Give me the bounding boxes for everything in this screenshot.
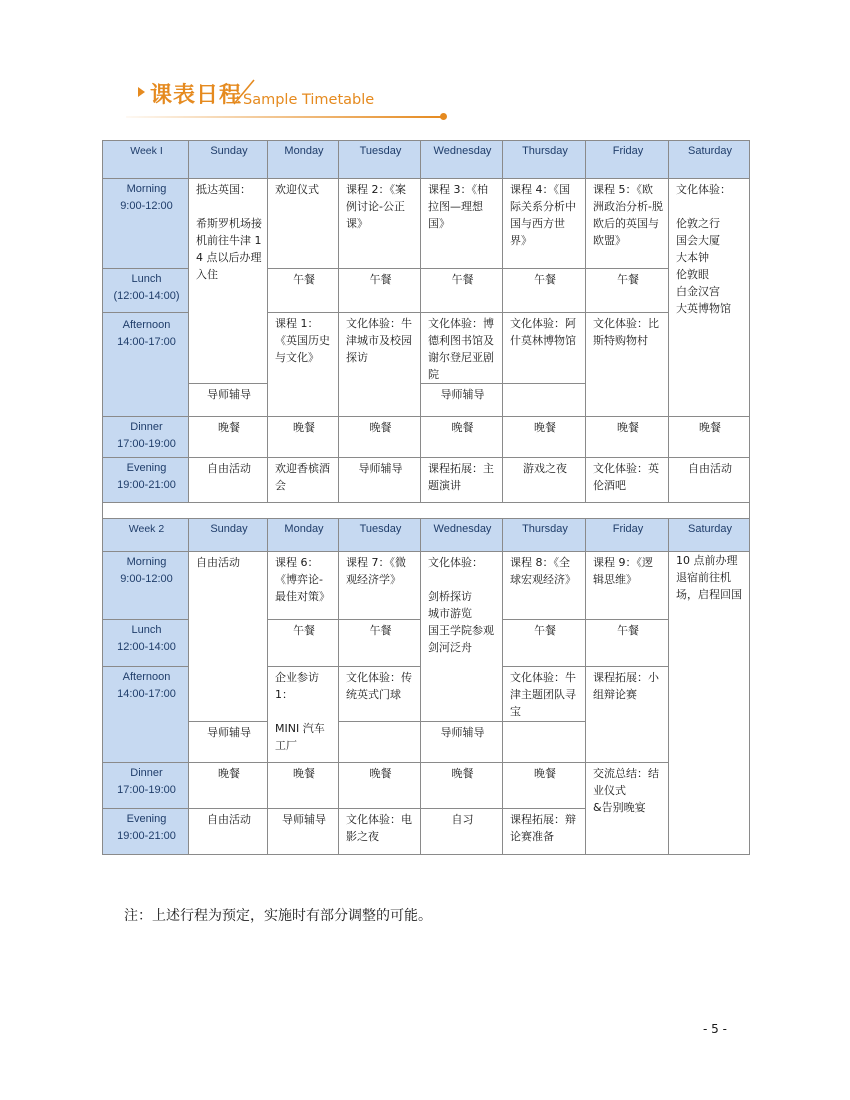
week1-friday-lunch: 午餐 bbox=[586, 269, 669, 313]
week1-tuesday-afternoon: 文化体验：牛津城市及校园探访 bbox=[339, 313, 421, 417]
week1-friday-dinner: 晚餐 bbox=[586, 417, 669, 458]
week2-monday-evening: 导师辅导 bbox=[268, 809, 339, 855]
week1-thursday-evening: 游戏之夜 bbox=[503, 458, 586, 503]
week1-saturday-london: 文化体验： 伦敦之行 国会大厦 大本钟 伦敦眼 白金汉宫 大英博物馆 bbox=[669, 179, 750, 417]
week2-friday-closing: 交流总结：结业仪式 &告别晚宴 bbox=[586, 763, 669, 855]
week1-wednesday-tutoring: 导师辅导 bbox=[189, 384, 268, 417]
week1-day-thursday: Thursday bbox=[503, 141, 586, 179]
week1-friday-afternoon: 文化体验：比斯特购物村 bbox=[586, 313, 669, 417]
section-title-cn: 课表日程 bbox=[150, 83, 243, 108]
week1-timetable bbox=[102, 140, 750, 855]
week1-sunday-dinner: 晚餐 bbox=[189, 417, 268, 458]
week2-day-wednesday: Wednesday bbox=[421, 519, 503, 552]
week2-wednesday-evening: 自习 bbox=[421, 809, 503, 855]
week1-day-wednesday: Wednesday bbox=[421, 141, 503, 179]
week1-thursday-afternoon: 文化体验：阿什莫林博物馆 bbox=[503, 313, 586, 384]
week2-tuesday-morning: 课程 7：《微观经济学》 bbox=[339, 552, 421, 620]
week2-tuesday-lunch: 午餐 bbox=[339, 620, 421, 667]
week1-tuesday-dinner: 晚餐 bbox=[339, 417, 421, 458]
week2-tuesday-tutoring: 导师辅导 bbox=[189, 722, 268, 763]
week1-thursday-morning: 课程 4：《国际关系分析中国与西方世界》 bbox=[503, 179, 586, 269]
week1-slot-morning: Morning 9:00-12:00 bbox=[103, 179, 189, 269]
week1-day-monday: Monday bbox=[268, 141, 339, 179]
header-rule bbox=[126, 116, 444, 118]
week1-wednesday-evening: 课程拓展：主题演讲 bbox=[421, 458, 503, 503]
week2-slot-lunch: Lunch 12:00-14:00 bbox=[103, 620, 189, 667]
week-separator bbox=[103, 503, 750, 519]
week2-thursday-afternoon: 文化体验：牛津主题团队寻宝 bbox=[503, 667, 586, 722]
week1-wednesday-dinner: 晚餐 bbox=[421, 417, 503, 458]
week1-day-friday: Friday bbox=[586, 141, 669, 179]
week1-label: Week I bbox=[103, 141, 189, 179]
week1-saturday-evening: 自由活动 bbox=[669, 458, 750, 503]
week2-thursday-morning: 课程 8：《全球宏观经济》 bbox=[503, 552, 586, 620]
week1-sunday-evening: 自由活动 bbox=[189, 458, 268, 503]
week1-friday-morning: 课程 5：《欧洲政治分析-脱欧后的英国与欧盟》 bbox=[586, 179, 669, 269]
week1-tuesday-evening: 导师辅导 bbox=[339, 458, 421, 503]
week2-day-sunday: Sunday bbox=[189, 519, 268, 552]
week1-day-saturday: Saturday bbox=[669, 141, 750, 179]
week1-thursday-tutoring: 导师辅导 bbox=[421, 384, 503, 417]
week2-slot-morning: Morning 9:00-12:00 bbox=[103, 552, 189, 620]
week2-tuesday-evening: 文化体验：电影之夜 bbox=[339, 809, 421, 855]
triangle-bullet-icon bbox=[138, 87, 145, 97]
week1-thursday-lunch: 午餐 bbox=[503, 269, 586, 313]
week2-sunday-dinner: 晚餐 bbox=[189, 763, 268, 809]
week2-friday-afternoon: 课程拓展：小组辩论赛 bbox=[586, 667, 669, 763]
week2-tuesday-dinner: 晚餐 bbox=[339, 763, 421, 809]
week2-sunday-evening: 自由活动 bbox=[189, 809, 268, 855]
week2-monday-afternoon: 企业参访 1： MINI 汽车工厂 bbox=[268, 667, 339, 763]
week2-slot-dinner: Dinner 17:00-19:00 bbox=[103, 763, 189, 809]
week1-tuesday-lunch: 午餐 bbox=[339, 269, 421, 313]
week2-label: Week 2 bbox=[103, 519, 189, 552]
week1-day-tuesday: Tuesday bbox=[339, 141, 421, 179]
week1-monday-afternoon: 课程 1：《英国历史与文化》 bbox=[268, 313, 339, 417]
week2-thursday-tutoring: 导师辅导 bbox=[421, 722, 503, 763]
week2-thursday-lunch: 午餐 bbox=[503, 620, 586, 667]
week1-slot-dinner: Dinner 17:00-19:00 bbox=[103, 417, 189, 458]
week2-wednesday-cambridge: 文化体验： 剑桥探访 城市游览 国王学院参观 剑河泛舟 bbox=[421, 552, 503, 722]
week1-wednesday-lunch: 午餐 bbox=[421, 269, 503, 313]
week2-wednesday-dinner: 晚餐 bbox=[421, 763, 503, 809]
week2-day-friday: Friday bbox=[586, 519, 669, 552]
week1-slot-evening: Evening 19:00-21:00 bbox=[103, 458, 189, 503]
week2-monday-dinner: 晚餐 bbox=[268, 763, 339, 809]
week1-sunday-arrival: 抵达英国： 希斯罗机场接机前往牛津 14 点以后办理入住 bbox=[189, 179, 268, 384]
week2-saturday-departure: 10 点前办理退宿前往机场，启程回国 bbox=[669, 552, 750, 855]
week2-monday-lunch: 午餐 bbox=[268, 620, 339, 667]
section-title-en: Sample Timetable bbox=[243, 92, 375, 108]
week1-wednesday-morning: 课程 3：《柏拉图—理想国》 bbox=[421, 179, 503, 269]
week1-saturday-dinner: 晚餐 bbox=[669, 417, 750, 458]
week2-monday-morning: 课程 6：《博弈论-最佳对策》 bbox=[268, 552, 339, 620]
week2-day-monday: Monday bbox=[268, 519, 339, 552]
page-number: - 5 - bbox=[703, 1022, 727, 1036]
header-dot bbox=[440, 113, 447, 120]
week2-day-thursday: Thursday bbox=[503, 519, 586, 552]
week2-slot-evening: Evening 19:00-21:00 bbox=[103, 809, 189, 855]
week1-slot-lunch: Lunch (12:00-14:00) bbox=[103, 269, 189, 313]
week1-monday-morning: 欢迎仪式 bbox=[268, 179, 339, 269]
week2-slot-afternoon: Afternoon 14:00-17:00 bbox=[103, 667, 189, 763]
week2-tuesday-afternoon: 文化体验：传统英式门球 bbox=[339, 667, 421, 722]
week2-friday-morning: 课程 9：《逻辑思维》 bbox=[586, 552, 669, 620]
week2-friday-lunch: 午餐 bbox=[586, 620, 669, 667]
week1-slot-afternoon: Afternoon 14:00-17:00 bbox=[103, 313, 189, 417]
week1-monday-dinner: 晚餐 bbox=[268, 417, 339, 458]
schedule-note: 注：上述行程为预定，实施时有部分调整的可能。 bbox=[124, 908, 432, 924]
week1-wednesday-afternoon: 文化体验：博德利图书馆及谢尔登尼亚剧院 bbox=[421, 313, 503, 384]
week1-day-sunday: Sunday bbox=[189, 141, 268, 179]
week1-friday-evening: 文化体验：英伦酒吧 bbox=[586, 458, 669, 503]
section-header bbox=[126, 78, 456, 123]
week2-thursday-evening: 课程拓展：辩论赛准备 bbox=[503, 809, 586, 855]
week1-tuesday-morning: 课程 2：《案例讨论-公正课》 bbox=[339, 179, 421, 269]
week2-sunday-free: 自由活动 bbox=[189, 552, 268, 722]
week2-day-saturday: Saturday bbox=[669, 519, 750, 552]
week2-wednesday-bottom bbox=[339, 722, 421, 763]
week1-monday-evening: 欢迎香槟酒会 bbox=[268, 458, 339, 503]
week2-day-tuesday: Tuesday bbox=[339, 519, 421, 552]
week1-thursday-dinner: 晚餐 bbox=[503, 417, 586, 458]
week2-thursday-dinner: 晚餐 bbox=[503, 763, 586, 809]
week1-monday-lunch: 午餐 bbox=[268, 269, 339, 313]
